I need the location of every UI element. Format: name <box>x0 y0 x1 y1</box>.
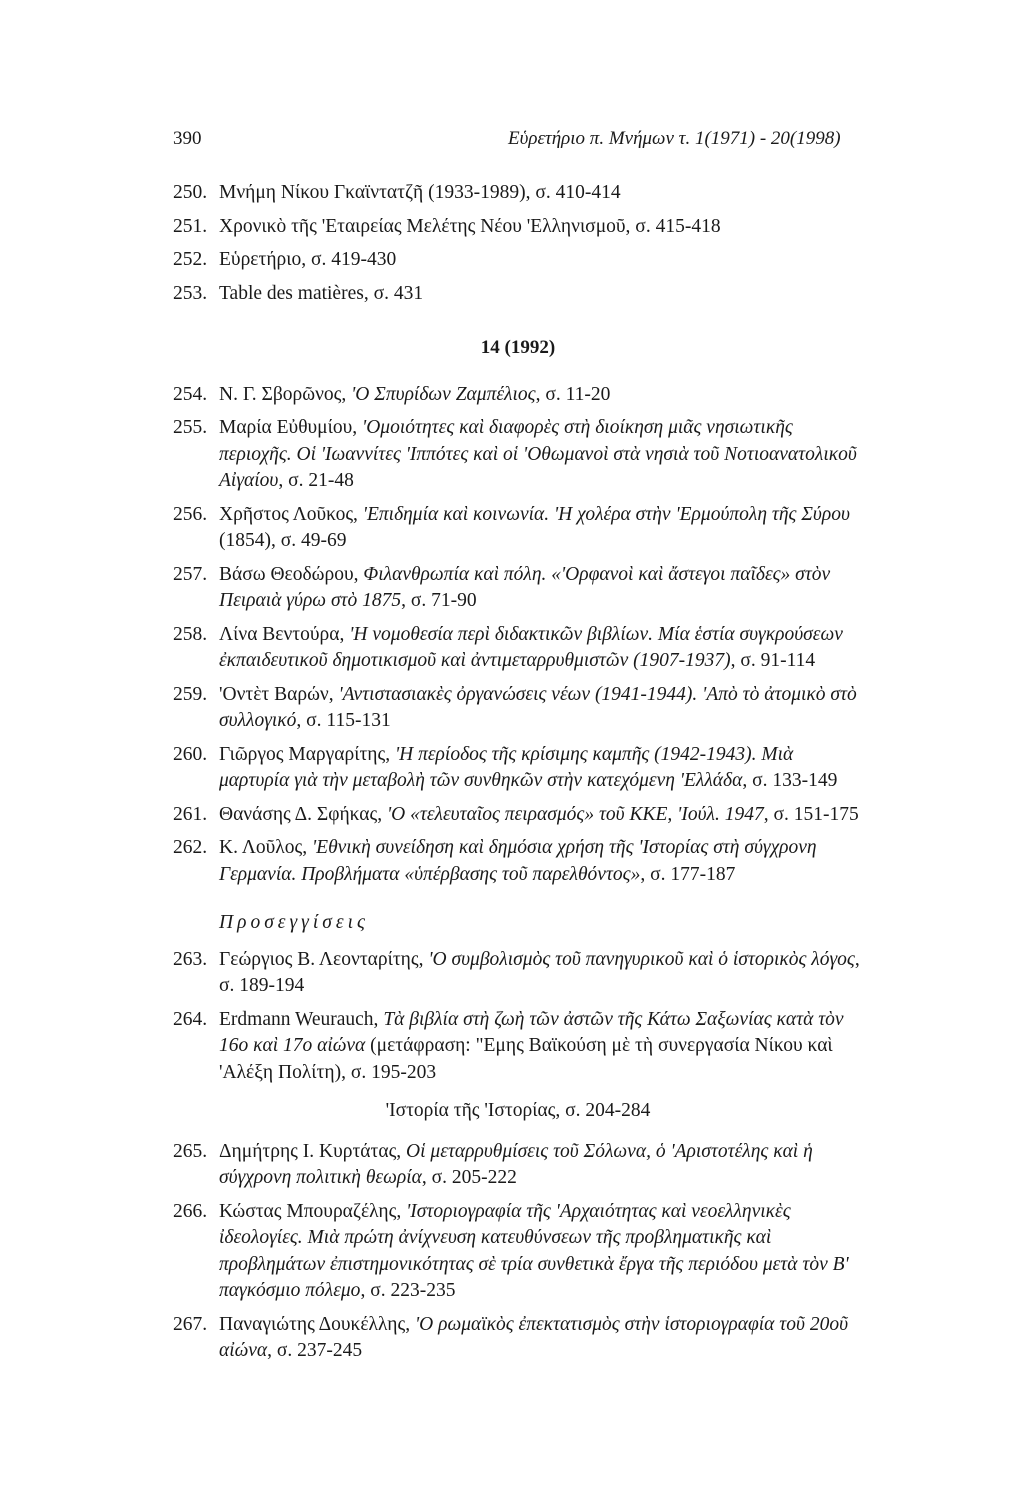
index-entry <box>173 502 863 555</box>
entry-text <box>219 1312 863 1365</box>
entry-meta: , σ. 91-114 <box>730 650 816 671</box>
entry-number: 254. <box>173 383 208 405</box>
index-entry <box>173 562 863 615</box>
index-entry <box>173 415 863 495</box>
entry-meta: Μαρία Εὐθυμίου, <box>219 417 363 438</box>
entry-list-approaches <box>173 947 863 1087</box>
index-body <box>173 180 863 1372</box>
index-entry <box>173 180 863 207</box>
running-title: Εὑρετήριο π. Μνήμων τ. 1(1971) - 20(1998) <box>508 128 841 149</box>
entry-meta: , σ. 115-131 <box>296 710 391 731</box>
subsection-heading: 'Ιστορία τῆς 'Ιστορίας, σ. 204-284 <box>385 1100 651 1121</box>
entry-number: 255. <box>173 417 208 438</box>
entry-number: 261. <box>173 803 208 825</box>
entry-number: 262. <box>173 837 208 858</box>
index-entry <box>173 622 863 675</box>
entry-number: 252. <box>173 249 208 270</box>
entry-text <box>219 835 863 888</box>
entry-title: 'Η περίοδος τῆς κρίσιμης καμπῆς (1942-1943). Μιὰ μαρτυρία γιὰ τὴν μεταβολὴ τῶν συνθηκῶν στὴν κατεχόμενη 'Ελλάδα <box>219 743 794 791</box>
entry-title: 'Εθνικὴ συνείδηση καὶ δημόσια χρήση τῆς 'Ιστορίας στὴ σύγχρονη Γερμανία. Προβλήματα «ὑπέρβασης τοῦ παρελθόντος» <box>219 837 817 885</box>
entry-meta: Βάσω Θεοδώρου, <box>219 563 364 585</box>
entry-number: 256. <box>173 503 208 525</box>
entry-meta: Χρονικὸ τῆς 'Εταιρείας Μελέτης Νέου 'Ελληνισμοῦ, σ. 415-418 <box>219 215 721 237</box>
entry-meta: 'Οντὲτ Βαρών, <box>219 683 339 705</box>
index-entry <box>173 382 863 409</box>
entry-text <box>219 502 863 555</box>
entry-meta: (1854), σ. 49-69 <box>219 530 347 551</box>
entry-title: 'Η νομοθεσία περὶ διδακτικῶν βιβλίων. Μία ἑστία συγκρούσεων ἐκπαιδευτικοῦ δημοτικισμοῦ καὶ ἀντιμεταρρυθμιστῶν (1907-1937) <box>219 623 843 671</box>
index-entry <box>173 247 863 274</box>
entry-number: 267. <box>173 1313 208 1335</box>
entry-meta: Χρῆστος Λοῦκος, <box>219 503 363 525</box>
entry-meta: Γιῶργος Μαργαρίτης, <box>219 743 395 765</box>
section-heading: Προσεγγίσεις <box>219 912 369 933</box>
entry-text <box>219 742 863 795</box>
entry-number: 263. <box>173 948 208 970</box>
entry-meta: , σ. 189-194 <box>219 948 860 996</box>
entry-meta: Παναγιώτης Δουκέλλης, <box>219 1313 415 1335</box>
entry-text <box>219 1139 863 1192</box>
entry-number: 259. <box>173 683 208 705</box>
entry-title: 'Ομοιότητες καὶ διαφορὲς στὴ διοίκηση μιᾶς νησιωτικῆς περιοχῆς. Οἱ 'Ιωαννίτες 'Ιππότες καὶ οἱ 'Οθωμανοὶ στὰ νησιὰ τοῦ Νοτιοανατολικοῦ Αἰγαίου <box>219 417 857 491</box>
entry-text <box>219 382 863 409</box>
entry-meta: , σ. 21-48 <box>278 470 354 491</box>
entry-meta: , σ. 151-175 <box>763 803 859 825</box>
index-entry <box>173 802 863 829</box>
index-entry <box>173 742 863 795</box>
entry-text <box>219 281 863 308</box>
entry-meta: (μετάφραση: "Εμης Βαϊκούση μὲ τὴ συνεργασία Νίκου καὶ 'Αλέξη Πολίτη), σ. 195-203 <box>219 1035 833 1083</box>
entry-number: 251. <box>173 215 208 237</box>
entry-text <box>219 802 863 829</box>
entry-number: 260. <box>173 743 208 765</box>
entry-title: Οἱ μεταρρυθμίσεις τοῦ Σόλωνα, ὁ 'Αριστοτέλης καὶ ἡ σύγχρονη πολιτικὴ θεωρία <box>219 1140 813 1188</box>
entry-meta: , σ. 71-90 <box>401 590 477 611</box>
entry-meta: Λίνα Βεντούρα, <box>219 623 350 645</box>
entry-text <box>219 214 863 241</box>
entry-meta: Δημήτρης Ι. Κυρτάτας, <box>219 1140 407 1162</box>
entry-meta: Κώστας Μπουραζέλης, <box>219 1200 407 1222</box>
entry-title: 'Ο «τελευταῖος πειρασμός» τοῦ ΚΚΕ, 'Ιούλ. 1947 <box>387 803 764 825</box>
entry-meta: , σ. 223-235 <box>360 1280 456 1301</box>
index-entry <box>173 947 863 1000</box>
index-entry <box>173 835 863 888</box>
volume-heading: 14 (1992) <box>480 337 556 358</box>
entry-meta: Γεώργιος Β. Λεονταρίτης, <box>219 948 429 970</box>
entry-text <box>219 947 863 1000</box>
page-header <box>173 128 863 156</box>
index-entry <box>173 281 863 308</box>
entry-text <box>219 247 863 274</box>
entry-text <box>219 180 863 207</box>
entry-list-volume-14 <box>173 382 863 889</box>
entry-text <box>219 682 863 735</box>
entry-list-history-of-history <box>173 1139 863 1365</box>
entry-title: 'Ο Σπυρίδων Ζαμπέλιος <box>351 383 536 405</box>
entry-meta: Ν. Γ. Σβορῶνος, <box>219 383 352 405</box>
entry-meta: , σ. 177-187 <box>640 863 736 885</box>
entry-number: 253. <box>173 282 208 304</box>
index-entry <box>173 214 863 241</box>
entry-number: 265. <box>173 1140 208 1162</box>
entry-text <box>219 1007 863 1087</box>
entry-title: 'Αντιστασιακὲς ὀργανώσεις νέων (1941-1944). 'Απὸ τὸ ἀτομικὸ στὸ συλλογικό <box>219 683 857 731</box>
entry-number: 250. <box>173 182 208 203</box>
entry-number: 266. <box>173 1200 208 1222</box>
entry-meta: , σ. 11-20 <box>535 383 611 405</box>
index-entry <box>173 1139 863 1192</box>
entry-number: 258. <box>173 623 208 645</box>
entry-meta: , σ. 133-149 <box>742 770 838 791</box>
entry-text <box>219 415 863 495</box>
entry-title: 'Ο συμβολισμὸς τοῦ πανηγυρικοῦ καὶ ὁ ἱστορικὸς λόγος <box>428 948 855 970</box>
entry-list-volume-13 <box>173 180 863 307</box>
entry-title: 'Ιστοριογραφία τῆς 'Αρχαιότητας καὶ νεοελληνικὲς ἰδεολογίες. Μιὰ πρώτη ἀνίχνευση κατευθύνσεων τῆς προβληματικῆς καὶ προβλημάτων ἐπιστημονικότητας σὲ τρία συνθετικὰ ἔργα τῆς περιόδου μετὰ τὸν Β' παγκόσμιο πόλεμο <box>219 1200 849 1301</box>
entry-meta: Μνήμη Νίκου Γκαϊντατζῆ (1933-1989), σ. 410-414 <box>219 182 621 203</box>
entry-meta: Θανάσης Δ. Σφήκας, <box>219 803 387 825</box>
entry-text <box>219 622 863 675</box>
page-number: 390 <box>173 128 202 149</box>
entry-title: 'Ο ρωμαϊκὸς ἐπεκτατισμὸς στὴν ἱστοριογραφία τοῦ 20οῦ αἰώνα <box>219 1313 849 1361</box>
index-entry <box>173 682 863 735</box>
entry-title: Φιλανθρωπία καὶ πόλη. «'Ορφανοὶ καὶ ἄστεγοι παῖδες» στὸν Πειραιὰ γύρω στὸ 1875 <box>219 563 831 611</box>
entry-number: 257. <box>173 563 208 585</box>
entry-meta: Εὑρετήριο, σ. 419-430 <box>219 249 397 270</box>
entry-meta: Erdmann Weurauch, <box>219 1008 384 1030</box>
entry-title: Τὰ βιβλία στὴ ζωὴ τῶν ἀστῶν τῆς Κάτω Σαξωνίας κατὰ τὸν 16ο καὶ 17ο αἰώνα <box>219 1008 844 1056</box>
entry-number: 264. <box>173 1008 208 1030</box>
index-entry <box>173 1312 863 1365</box>
index-entry <box>173 1007 863 1087</box>
entry-meta: Κ. Λοῦλος, <box>219 837 312 858</box>
entry-title: 'Επιδημία καὶ κοινωνία. 'Η χολέρα στὴν 'Ερμούπολη τῆς Σύρου <box>362 503 850 525</box>
entry-text <box>219 1199 863 1305</box>
entry-text <box>219 562 863 615</box>
entry-meta: Table des matières, σ. 431 <box>219 282 424 304</box>
entry-meta: , σ. 237-245 <box>267 1340 363 1361</box>
entry-meta: , σ. 205-222 <box>421 1167 517 1188</box>
index-entry <box>173 1199 863 1305</box>
